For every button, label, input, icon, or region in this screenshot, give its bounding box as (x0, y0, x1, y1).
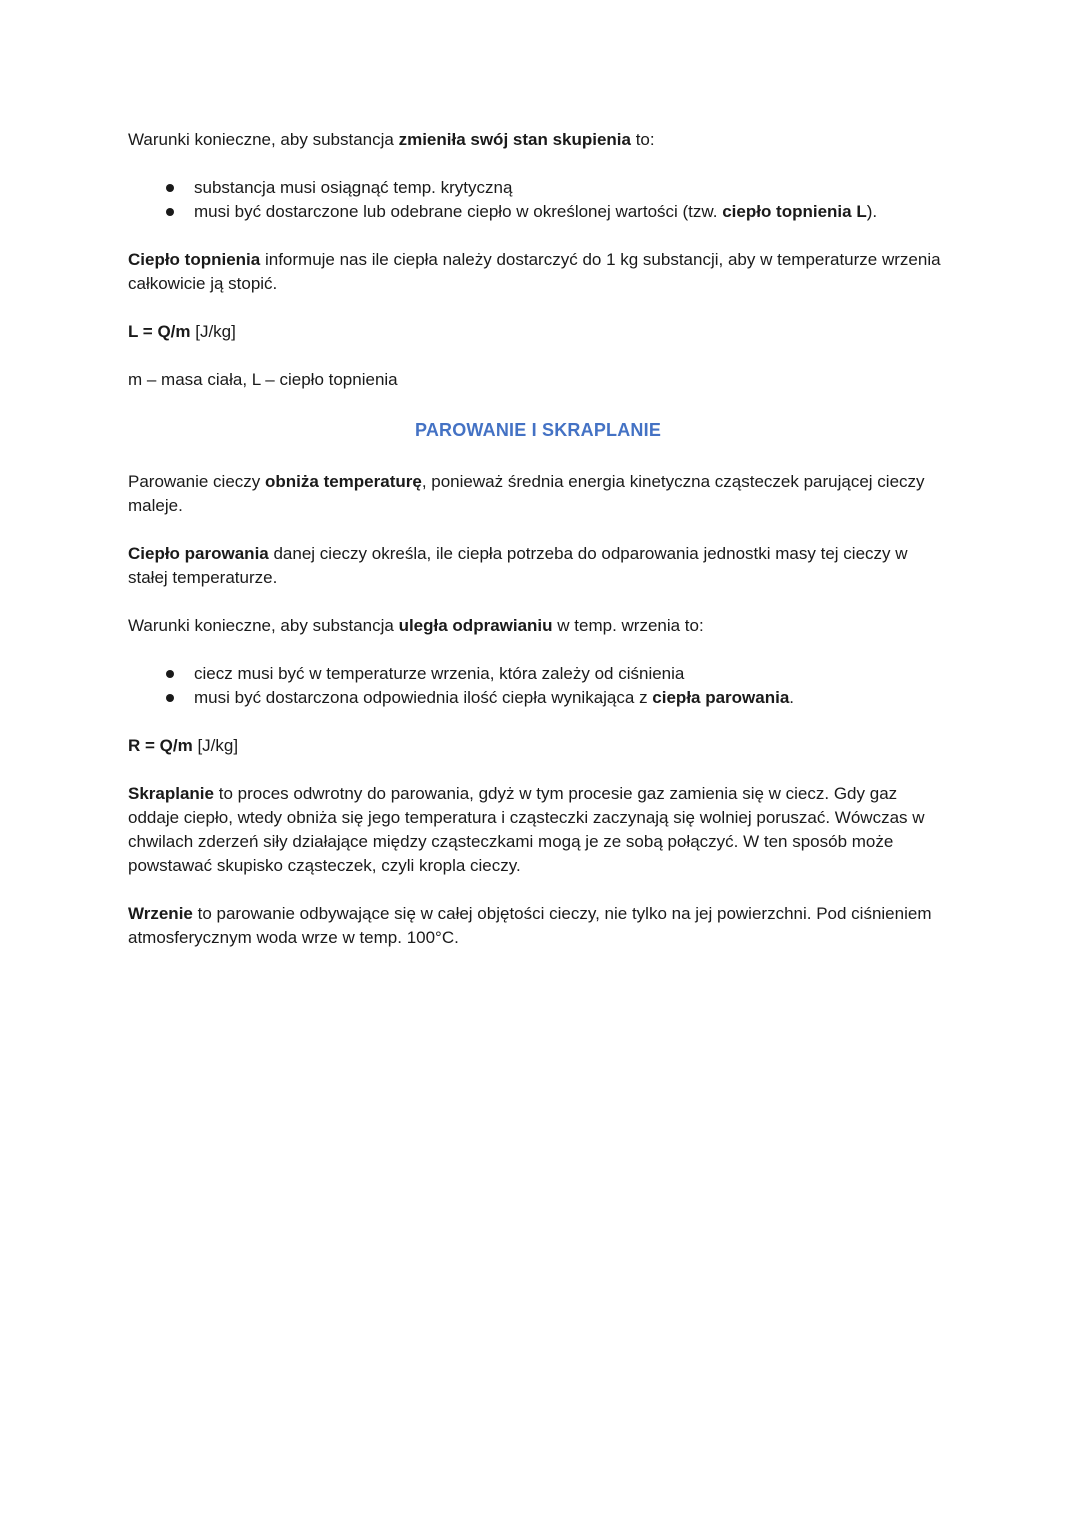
bold-text: Wrzenie (128, 904, 193, 923)
conditions-list-1 (128, 176, 948, 224)
text: informuje nas ile ciepła należy dostarczyć do 1 kg substancji, aby w temperaturze wrzenia całkowicie ją stopić. (128, 250, 941, 293)
text: ciecz musi być w temperaturze wrzenia, która zależy od ciśnienia (194, 664, 685, 683)
paragraph-heat-of-vaporization (128, 542, 948, 590)
text: to: (630, 130, 655, 149)
text: danej cieczy określa, ile ciepła potrzeba do odparowania jednostki masy tej cieczy w stałej temperaturze. (128, 544, 908, 587)
bullet-icon (166, 670, 174, 678)
list-item (128, 176, 948, 200)
formula-heat-of-vaporization (128, 734, 948, 758)
formula: L = Q/m (128, 322, 191, 341)
paragraph-conditions-evaporation (128, 614, 948, 638)
section-heading: PAROWANIE I SKRAPLANIE (414, 420, 662, 440)
text: musi być dostarczona odpowiednia ilość ciepła wynikająca z (194, 688, 653, 707)
unit: [J/kg] (192, 736, 239, 755)
paragraph-boiling (128, 902, 948, 950)
bullet-icon (166, 694, 174, 702)
paragraph-condensation (128, 782, 948, 878)
unit: [J/kg] (190, 322, 236, 341)
text: Warunki konieczne, aby substancja (128, 130, 399, 149)
text: Warunki konieczne, aby substancja (128, 616, 399, 635)
text: w temp. wrzenia to: (552, 616, 704, 635)
text: . (789, 688, 795, 707)
document-page (128, 128, 948, 950)
text: musi być dostarczone lub odebrane ciepło w określonej wartości (tzw. (194, 202, 723, 221)
bullet-icon (166, 208, 174, 216)
text: to proces odwrotny do parowania, gdyż w tym procesie gaz zamienia się w ciecz. Gdy gaz oddaje ciepło, wtedy obniża się jego temperatura i cząsteczki zaczynają się wolniej poruszać. Wówczas w chwilach zderzeń siły działające między cząsteczkami mogą je ze sobą połączyć. W ten sposób może powstawać skupisko cząsteczek, czyli kropla cieczy. (128, 784, 925, 875)
text: ). (866, 202, 878, 221)
bold-text: uległa odprawianiu (398, 616, 553, 635)
bold-text: Ciepło topnienia (128, 250, 261, 269)
legend-text: m – masa ciała, L – ciepło topnienia (128, 370, 398, 389)
bullet-icon (166, 184, 174, 192)
bold-text: Skraplanie (128, 784, 214, 803)
list-item (128, 662, 948, 686)
text: substancja musi osiągnąć temp. krytyczną (194, 178, 513, 197)
paragraph-conditions-phase-change (128, 128, 948, 152)
text: , ponieważ średnia energia kinetyczna cząsteczek parującej cieczy maleje. (128, 472, 925, 515)
formula: R = Q/m (128, 736, 193, 755)
paragraph-evaporation (128, 470, 948, 518)
bold-text: ciepło topnienia L (722, 202, 867, 221)
list-item (128, 686, 948, 710)
formula-heat-of-fusion (128, 320, 948, 344)
text: to parowanie odbywające się w całej objętości cieczy, nie tylko na jej powierzchni. Pod ciśnieniem atmosferycznym woda wrze w temp. 100°C. (128, 904, 932, 947)
bold-text: obniża temperaturę (265, 472, 422, 491)
bold-text: ciepła parowania (652, 688, 790, 707)
list-item (128, 200, 948, 224)
paragraph-heat-of-fusion (128, 248, 948, 296)
bold-text: Ciepło parowania (128, 544, 269, 563)
text: Parowanie cieczy (128, 472, 266, 491)
bold-text: zmieniła swój stan skupienia (398, 130, 631, 149)
conditions-list-2 (128, 662, 948, 710)
